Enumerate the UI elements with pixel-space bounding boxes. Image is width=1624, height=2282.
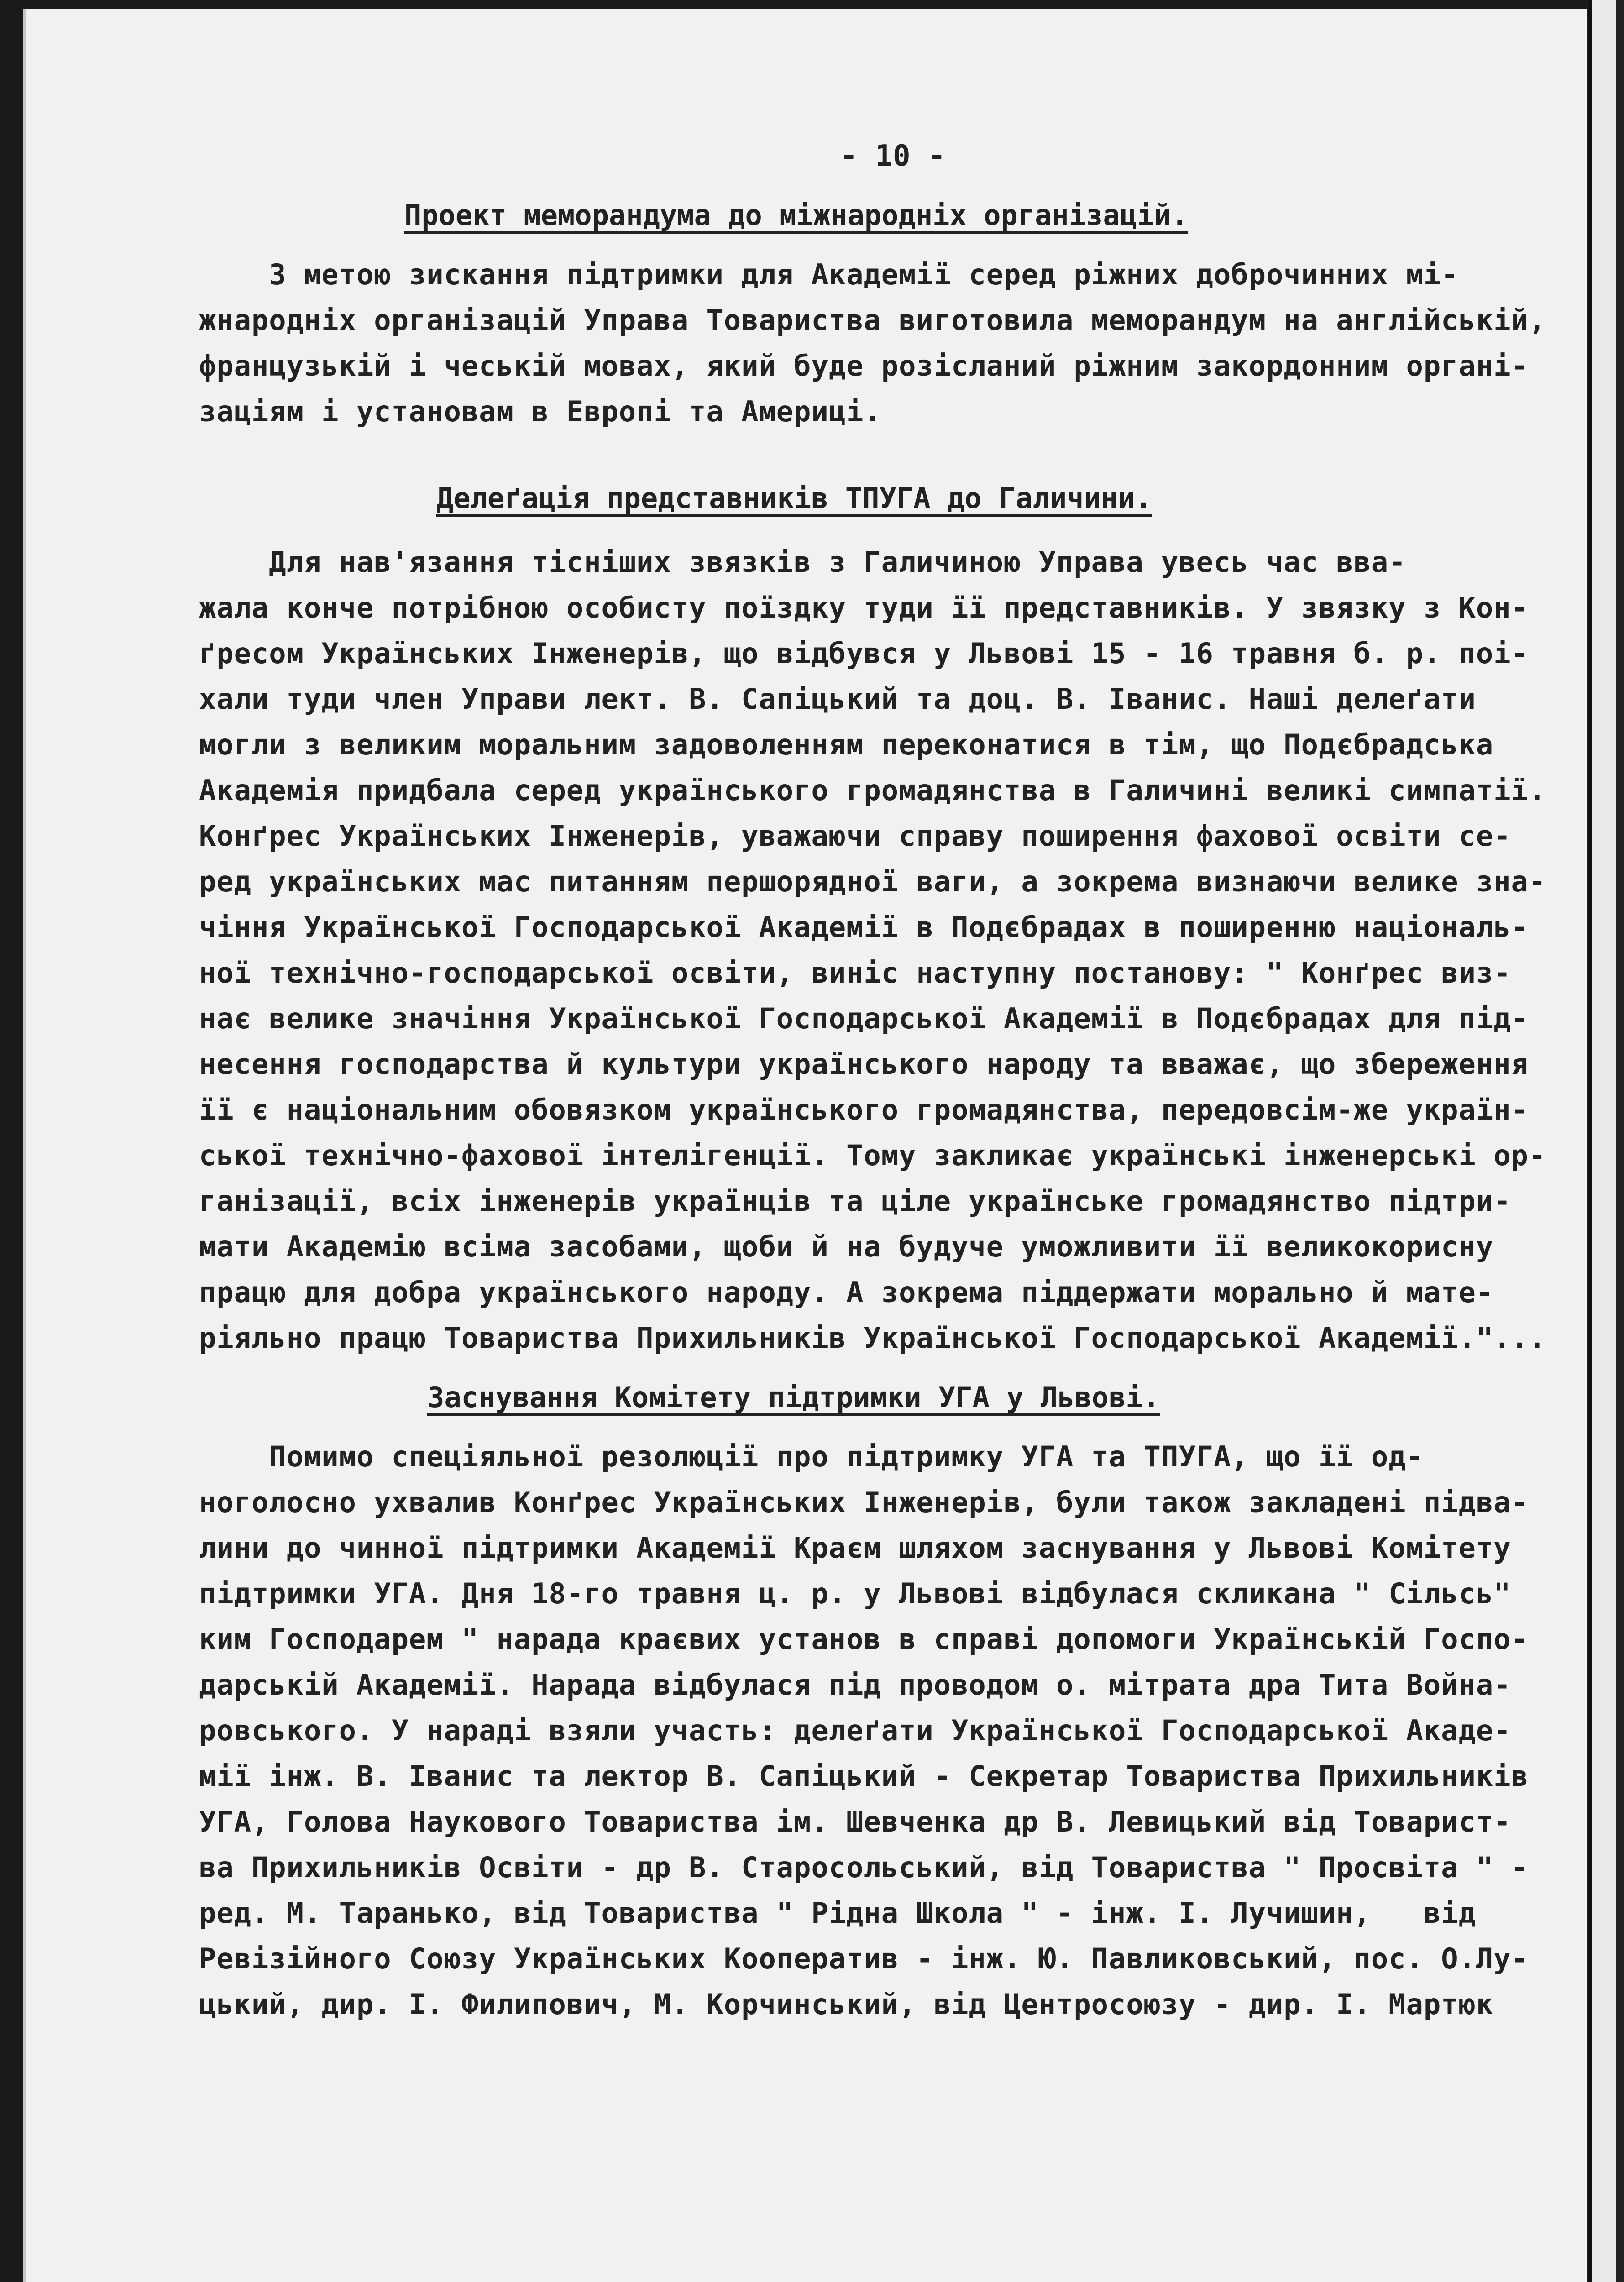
text-line: ровського. У нараді взяли участь: делеґати Української Господарської Акаде-	[199, 1714, 1511, 1747]
text-line: жнародніх організацій Управа Товариства виготовила меморандум на англійській,	[199, 304, 1546, 337]
text-line: працю для добра українського народу. А зокрема піддержати морально й мате-	[199, 1276, 1494, 1309]
text-line: чіння Української Господарської Академії в Подєбрадах в поширенню національ-	[199, 911, 1529, 944]
text-line: УГА, Голова Наукового Товариства ім. Шевченка др В. Левицький від Товарист-	[199, 1805, 1511, 1838]
text-line: ганізації, всіх інженерів українців та ціле українське громадянство підтри-	[199, 1184, 1511, 1218]
text-line: З метою зискання підтримки для Академії серед ріжних доброчинних мі-	[199, 258, 1459, 291]
document-page	[23, 9, 1616, 2282]
text-line: ред українських мас питанням першорядної ваги, а зокрема визнаючи велике зна-	[199, 865, 1546, 898]
text-line: ред. М. Таранько, від Товариства " Рідна Школа " - інж. І. Лучишин, від	[199, 1896, 1476, 1930]
text-line: Академія придбала серед українського громадянства в Галичині великі симпатії.	[199, 774, 1546, 807]
text-line: могли з великим моральним задоволенням переконатися в тім, що Подєбрадська	[199, 728, 1494, 761]
text-line: заціям і установам в Европі та Америці.	[199, 395, 881, 428]
text-line: Ревізійного Союзу Українських Кооператив - інж. Ю. Павликовський, пос. О.Лу-	[199, 1942, 1529, 1975]
text-line: ріяльно працю Товариства Прихильників Української Господарської Академії."...	[199, 1321, 1546, 1355]
adjacent-page-edge	[1588, 0, 1616, 2282]
text-line: мії інж. В. Іванис та лектор В. Сапіцький - Секретар Товариства Прихильників	[199, 1759, 1529, 1793]
text-line: Конґрес Українських Інженерів, уважаючи справу поширення фахової освіти се-	[199, 819, 1511, 853]
text-line: підтримки УГА. Дня 18-го травня ц. р. у Львові відбулася скликана " Сільсь"	[199, 1577, 1511, 1610]
text-line: Для нав'язання тісніших звязків з Галичиною Управа увесь час вва-	[199, 545, 1406, 579]
text-line: ноголосно ухвалив Конґрес Українських Інженерів, були також закладені підва-	[199, 1486, 1529, 1519]
text-line: ної технічно-господарської освіти, виніс наступну постанову: " Конґрес виз-	[199, 956, 1511, 989]
text-line: Помимо спеціяльної резолюції про підтримку УГА та ТПУГА, що її од-	[199, 1440, 1424, 1473]
section-heading-delegation: Делеґація представників ТПУГА до Галичини.	[436, 482, 1152, 515]
text-line: ґресом Українських Інженерів, що відбувся у Львові 15 - 16 травня б. р. поі-	[199, 637, 1529, 670]
text-line: ким Господарем " нарада краєвих установ в справі допомоги Українській Госпо-	[199, 1623, 1529, 1656]
section-heading-committee: Заснування Комітету підтримки УГА у Львові.	[427, 1381, 1160, 1414]
text-line: нає велике значіння Української Господарської Академії в Подєбрадах для під-	[199, 1002, 1529, 1035]
text-line: ва Прихильників Освіти - др В. Старосольський, від Товариства " Просвіта " -	[199, 1851, 1529, 1884]
text-line: хали туди член Управи лект. В. Сапіцький та доц. В. Іванис. Наші делеґати	[199, 682, 1476, 716]
page-number: - 10 -	[840, 139, 946, 173]
section-heading-memorandum: Проект меморандума до міжнародніх організацій.	[404, 199, 1189, 232]
text-line: лини до чинної підтримки Академії Краєм шляхом заснування у Львові Комітету	[199, 1531, 1511, 1565]
text-line: мати Академію всіма засобами, щоби й на будуче уможливити її великокорисну	[199, 1230, 1494, 1263]
text-line: ської технічно-фахової інтелігенції. Тому закликає українські інженерські ор-	[199, 1139, 1546, 1172]
text-line: дарській Академії. Нарада відбулася під проводом о. мітрата дра Тита Война-	[199, 1668, 1511, 1701]
text-line: французькій і чеській мовах, який буде розісланий ріжним закордонним органі-	[199, 349, 1529, 382]
text-line: цький, дир. І. Филипович, М. Корчинський, від Центросоюзу - дир. І. Мартюк	[199, 1988, 1494, 2021]
text-line: несення господарства й культури українського народу та вважає, що збереження	[199, 1047, 1529, 1081]
text-line: жала конче потрібною особисту поїздку туди її представників. У звязку з Кон-	[199, 591, 1529, 624]
text-line: її є національним обовязком українського громадянства, передовсім-же україн-	[199, 1093, 1529, 1126]
